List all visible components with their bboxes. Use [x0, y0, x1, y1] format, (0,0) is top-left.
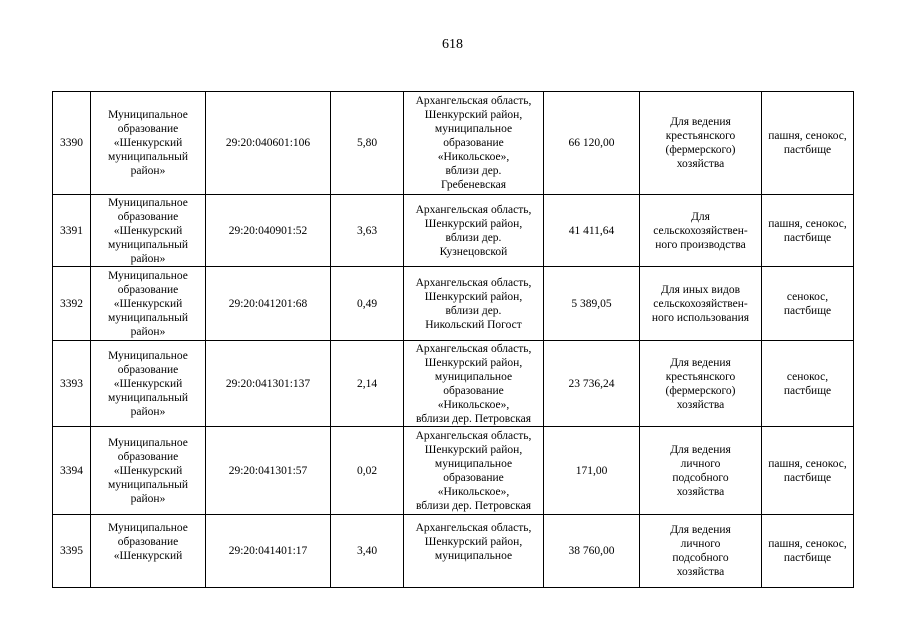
land-type-cell: сенокос, пастбище: [762, 341, 854, 427]
purpose-cell: Для ведения личного подсобного хозяйства: [640, 515, 762, 588]
location-cell: Архангельская область, Шенкурский район, вблизи дер. Кузнецовской: [404, 195, 544, 267]
land-type-cell: сенокос, пастбище: [762, 267, 854, 341]
area-cell: 0,49: [331, 267, 404, 341]
table-row: [53, 92, 854, 195]
cadastral-number-cell: 29:20:041301:57: [206, 427, 331, 515]
purpose-cell: Для ведения личного подсобного хозяйства: [640, 427, 762, 515]
land-type-cell: пашня, сенокос, пастбище: [762, 92, 854, 195]
page-number: 618: [442, 37, 463, 52]
purpose-cell: Для сельскохозяйствен- ного производства: [640, 195, 762, 267]
table-row: [53, 195, 854, 267]
location-cell: Архангельская область, Шенкурский район, муниципальное образование «Никольское», вблизи дер. Гребеневская: [404, 92, 544, 195]
cadastral-number-cell: 29:20:040601:106: [206, 92, 331, 195]
cadastral-number-cell: 29:20:040901:52: [206, 195, 331, 267]
location-cell: Архангельская область, Шенкурский район, вблизи дер. Никольский Погост: [404, 267, 544, 341]
owner-cell: Муниципальное образование «Шенкурский муниципальный район»: [91, 427, 206, 515]
row-number: 3392: [53, 267, 91, 341]
table-row: [53, 341, 854, 427]
owner-cell: Муниципальное образование «Шенкурский муниципальный район»: [91, 341, 206, 427]
row-number: 3393: [53, 341, 91, 427]
row-number: 3390: [53, 92, 91, 195]
price-cell: 66 120,00: [544, 92, 640, 195]
cadastral-number-cell: 29:20:041201:68: [206, 267, 331, 341]
row-number: 3395: [53, 515, 91, 588]
area-cell: 3,63: [331, 195, 404, 267]
location-cell: Архангельская область, Шенкурский район, муниципальное образование «Никольское», вблизи дер. Петровская: [404, 341, 544, 427]
area-cell: 5,80: [331, 92, 404, 195]
purpose-cell: Для ведения крестьянского (фермерского) хозяйства: [640, 92, 762, 195]
cadastral-number-cell: 29:20:041401:17: [206, 515, 331, 588]
price-cell: 41 411,64: [544, 195, 640, 267]
area-cell: 0,02: [331, 427, 404, 515]
price-cell: 23 736,24: [544, 341, 640, 427]
purpose-cell: Для иных видов сельскохозяйствен- ного использования: [640, 267, 762, 341]
row-number: 3394: [53, 427, 91, 515]
land-plots-table: [52, 91, 854, 588]
price-cell: 171,00: [544, 427, 640, 515]
area-cell: 2,14: [331, 341, 404, 427]
land-type-cell: пашня, сенокос, пастбище: [762, 515, 854, 588]
area-cell: 3,40: [331, 515, 404, 588]
location-cell: Архангельская область, Шенкурский район, муниципальное: [404, 515, 544, 588]
table-row: [53, 515, 854, 588]
owner-cell: Муниципальное образование «Шенкурский: [91, 515, 206, 588]
cadastral-number-cell: 29:20:041301:137: [206, 341, 331, 427]
land-type-cell: пашня, сенокос, пастбище: [762, 195, 854, 267]
row-number: 3391: [53, 195, 91, 267]
table-row: [53, 427, 854, 515]
price-cell: 5 389,05: [544, 267, 640, 341]
land-type-cell: пашня, сенокос, пастбище: [762, 427, 854, 515]
owner-cell: Муниципальное образование «Шенкурский муниципальный район»: [91, 92, 206, 195]
price-cell: 38 760,00: [544, 515, 640, 588]
owner-cell: Муниципальное образование «Шенкурский муниципальный район»: [91, 195, 206, 267]
owner-cell: Муниципальное образование «Шенкурский муниципальный район»: [91, 267, 206, 341]
table-row: [53, 267, 854, 341]
location-cell: Архангельская область, Шенкурский район, муниципальное образование «Никольское», вблизи дер. Петровская: [404, 427, 544, 515]
purpose-cell: Для ведения крестьянского (фермерского) хозяйства: [640, 341, 762, 427]
